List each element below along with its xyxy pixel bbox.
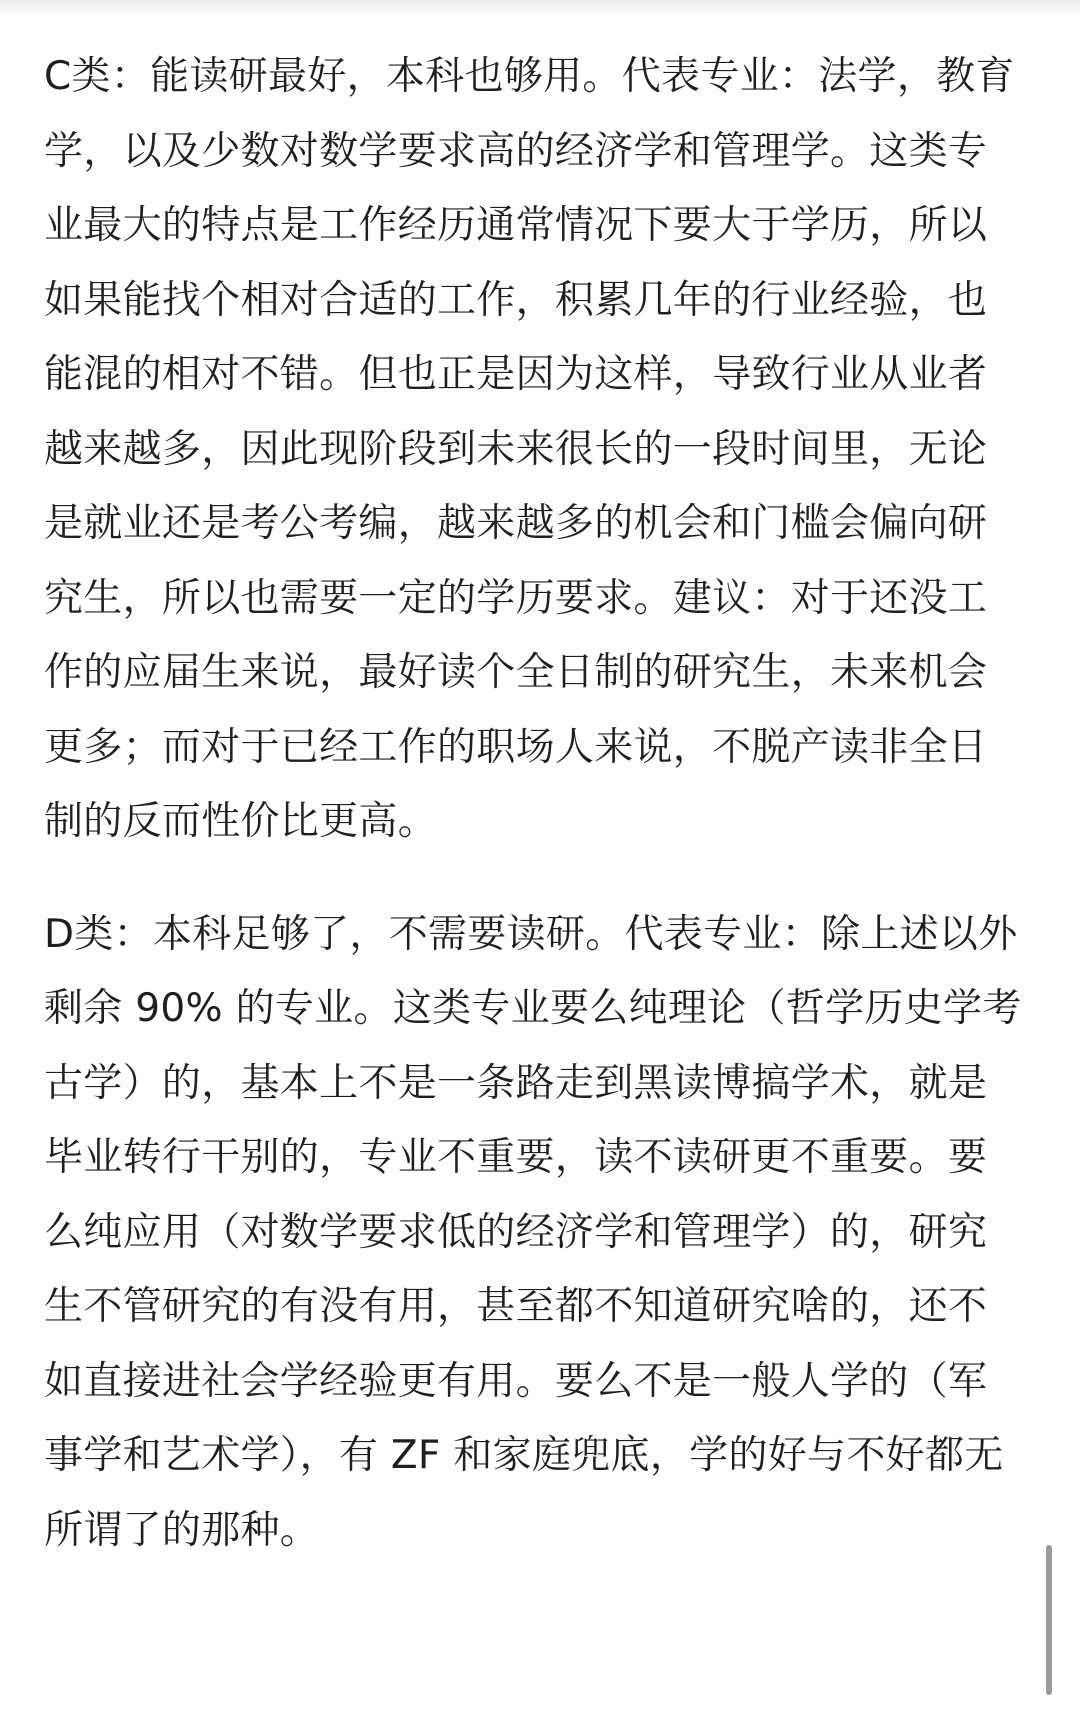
paragraph-category-c: C类：能读研最好，本科也够用。代表专业：法学，教育学，以及少数对数学要求高的经济学和管理学。这类专业最大的特点是工作经历通常情况下要大于学历，所以如果能找个相对合适的工作，积累几年的行业经验，也能混的相对不错。但也正是因为这样，导致行业从业者越来越多，因此现阶段到未来很长的一段时间里，无论是就业还是考公考编，越来越多的机会和门槛会偏向研究生，所以也需要一定的学历要求。建议：对于还没工作的应届生来说，最好读个全日制的研究生，未来机会更多；而对于已经工作的职场人来说，不脱产读非全日制的反而性价比更高。 [44, 54, 1015, 844]
article-body [44, 40, 1024, 1606]
scrollbar-thumb[interactable] [1046, 1545, 1052, 1695]
paragraph-category-d: D类：本科足够了，不需要读研。代表专业：除上述以外剩余 90% 的专业。这类专业要么纯理论（哲学历史学考古学）的，基本上不是一条路走到黑读博搞学术，就是毕业转行干别的，专业不重要，读不读研更不重要。要么纯应用（对数学要求低的经济学和管理学）的，研究生不管研究的有没有用，甚至都不知道研究啥的，还不如直接进社会学经验更有用。要么不是一般人学的（军事学和艺术学），有 ZF 和家庭兜底，学的好与不好都无所谓了的那种。 [44, 911, 1022, 1553]
top-fade [0, 0, 1080, 18]
